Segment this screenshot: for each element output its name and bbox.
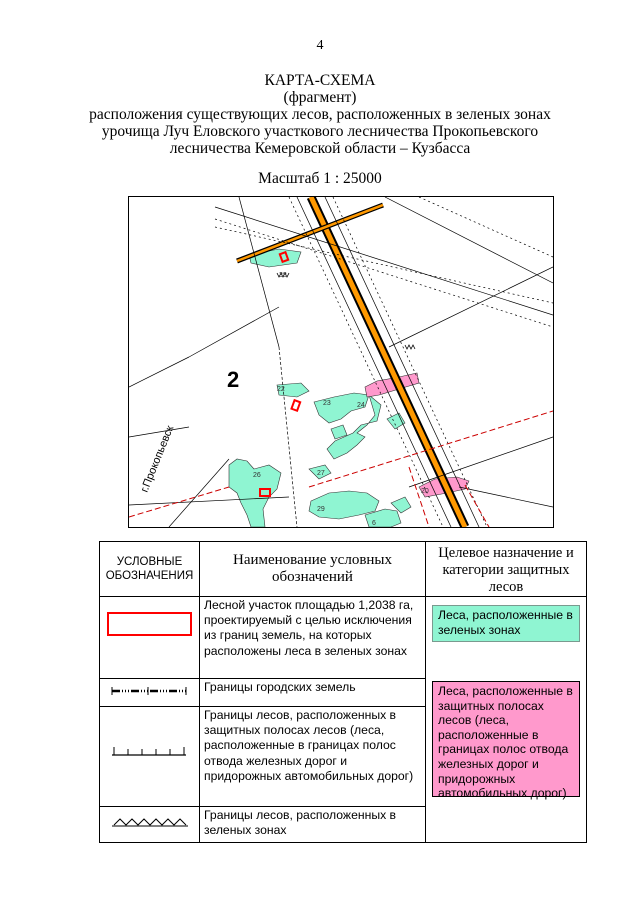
page-number: 4 <box>316 38 324 53</box>
legend-header-names: Наименование условных обозначений <box>200 542 426 597</box>
plot-label: 26 <box>253 472 261 479</box>
plot-label: 6 <box>372 520 376 527</box>
legend-header-symbols: УСЛОВНЫЕ ОБОЗНАЧЕНИЯ <box>100 542 200 597</box>
legend-symbol-cell <box>100 679 200 707</box>
district-number: 2 <box>227 367 240 392</box>
legend-header-categories: Целевое назначение и категории защитных лесов <box>426 542 587 597</box>
legend-header-row <box>100 542 587 597</box>
title-line: (фрагмент) <box>283 89 357 106</box>
protective-boundary-symbol <box>100 707 200 801</box>
title-line: урочища Луч Еловского участкового лесничества Прокопьевского <box>101 123 539 140</box>
legend-symbol-cell <box>100 597 200 679</box>
legend-description: Границы лесов, расположенных в защитных полосах лесов (леса, расположенные в границах полос отвода железных дорог и придорожных автомобильных дорог) <box>200 707 426 807</box>
protective-strip-areas <box>365 373 469 497</box>
title-line: лесничества Кемеровской области – Кузбасса <box>169 140 471 157</box>
map-scale: Масштаб 1 : 25000 <box>258 170 382 187</box>
plot-label: 24 <box>357 402 365 409</box>
plot-label: 38 <box>279 272 287 279</box>
plot-label: 27 <box>317 470 325 477</box>
title-line: расположения существующих лесов, расположенных в зеленых зонах <box>89 106 551 123</box>
legend-description: Границы городских земель <box>200 679 426 707</box>
title-line: КАРТА-СХЕМА <box>264 72 376 89</box>
map-canvas <box>129 197 553 527</box>
category-green-zone: Леса, расположенные в зеленых зонах <box>432 605 580 642</box>
legend-description: Границы лесов, расположенных в зеленых зонах <box>200 807 426 843</box>
category-protective-strip: Леса, расположенные в защитных полосах лесов (леса, расположенные в границах полос отвода железных дорог и придорожных автомобильных дорог) <box>432 681 580 797</box>
highlighted-plots <box>260 252 300 496</box>
green-zone-boundary-symbol <box>100 807 200 837</box>
legend-categories-cell <box>426 597 587 843</box>
legend-table <box>99 541 587 843</box>
red-rectangle-symbol <box>100 597 200 673</box>
legend-symbol-cell <box>100 807 200 843</box>
track-lines <box>129 197 553 527</box>
city-boundary-symbol <box>100 679 200 701</box>
document-title <box>60 72 580 157</box>
legend-symbol-cell <box>100 707 200 807</box>
green-zone-area <box>229 459 281 527</box>
map-fragment <box>128 196 554 528</box>
plot-label: 23 <box>323 400 331 407</box>
green-zone-area <box>387 413 405 429</box>
plot-label: 20 <box>421 488 429 495</box>
legend-row <box>100 597 587 679</box>
highlighted-plot <box>291 400 300 411</box>
zigzag-marks <box>277 273 415 349</box>
plot-label: 29 <box>317 506 325 513</box>
city-label: г.Прокопьевск <box>138 424 177 495</box>
legend-description: Лесной участок площадью 1,2038 га, проектируемый с целью исключения из границ земель, на которых расположены леса в зеленых зонах <box>200 597 426 679</box>
plot-label: 22 <box>277 386 285 393</box>
